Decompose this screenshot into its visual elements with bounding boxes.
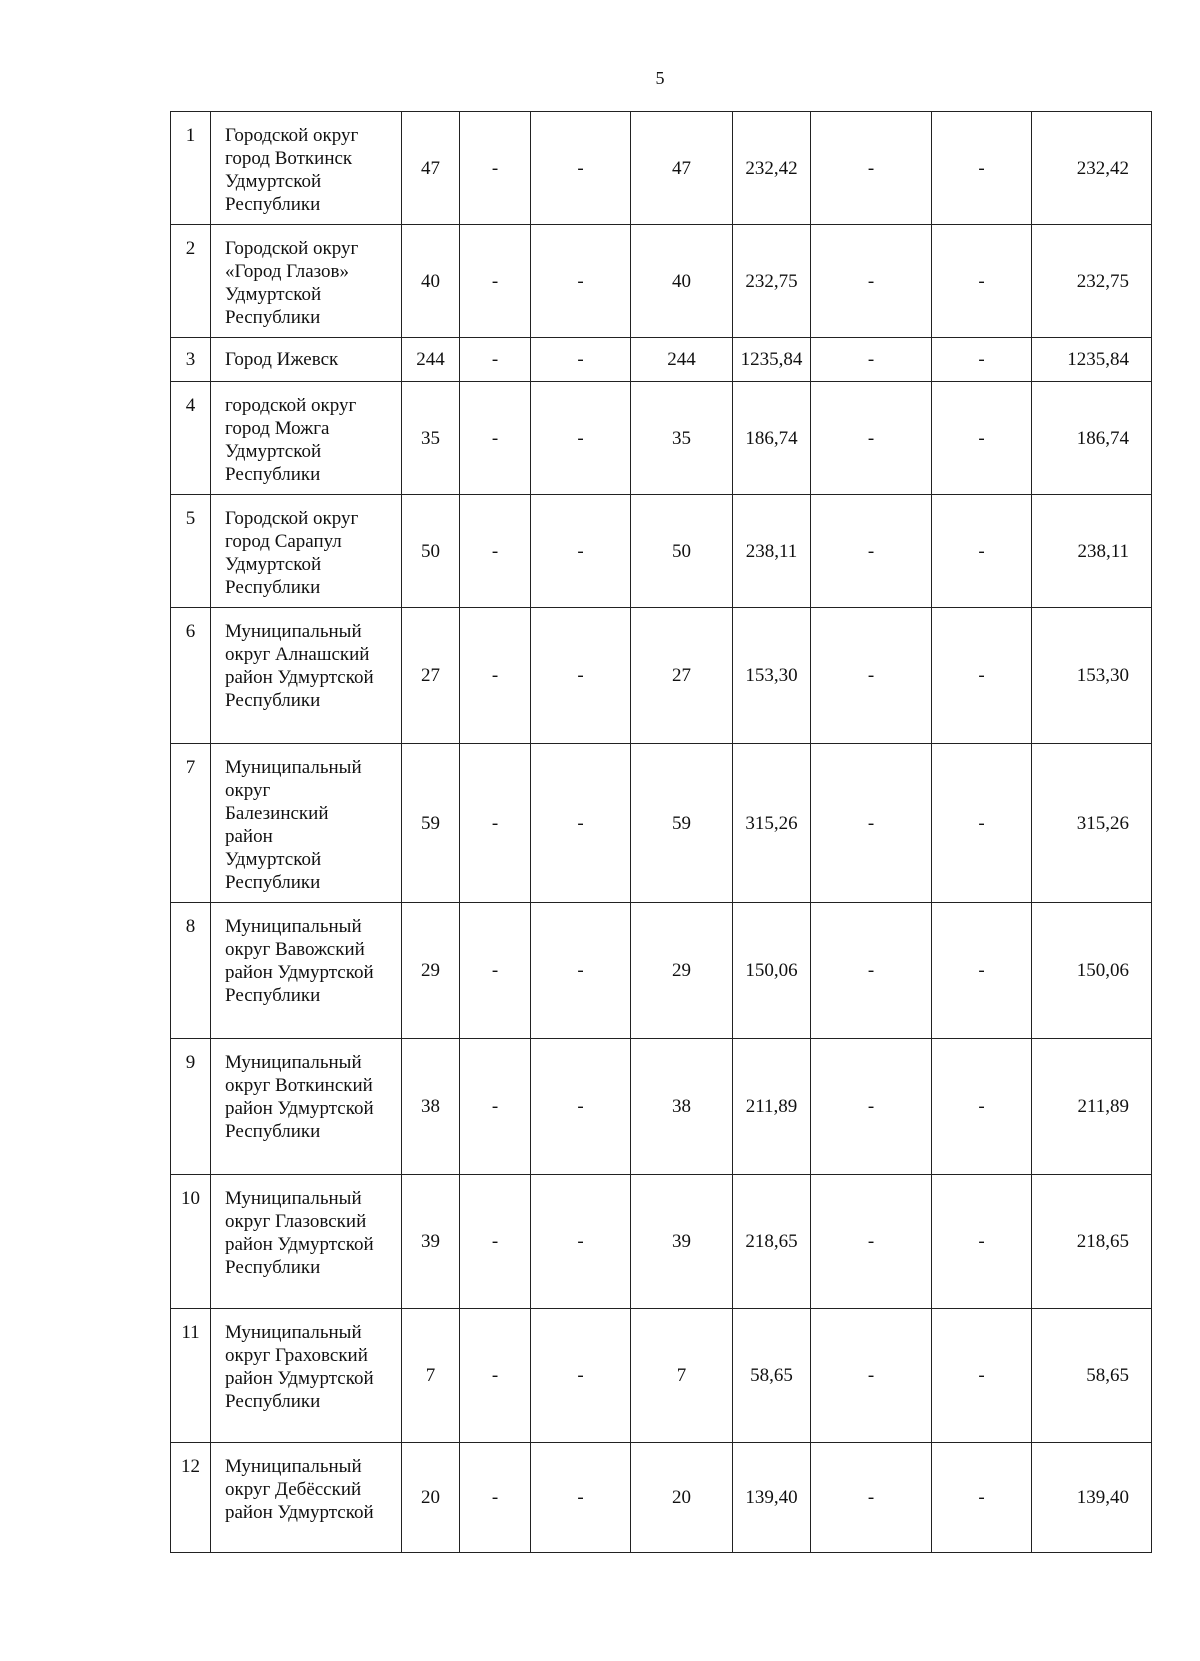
row-number: 9 [171,1039,211,1175]
cell-value: 218,65 [733,1175,811,1309]
table-row [171,1443,1152,1553]
cell-value: - [460,112,531,225]
table-row [171,903,1152,1039]
cell-value: 315,26 [733,744,811,903]
row-number: 1 [171,112,211,225]
cell-value: - [531,1039,631,1175]
cell-value: 40 [631,225,733,338]
cell-value: - [531,1443,631,1553]
cell-total: 153,30 [1032,608,1152,744]
municipality-name: Городской округ город Сарапул Удмуртской Республики [211,495,402,608]
data-table [170,111,1152,1553]
cell-value: 139,40 [733,1443,811,1553]
municipality-name: городской округ город Можга Удмуртской Республики [211,382,402,495]
cell-value: - [460,1175,531,1309]
municipality-name: Муниципальный округ Воткинский район Удмуртской Республики [211,1039,402,1175]
cell-value: - [811,225,932,338]
municipality-name: Городской округ город Воткинск Удмуртской Республики [211,112,402,225]
municipality-name: Муниципальный округ Граховский район Удмуртской Республики [211,1309,402,1443]
cell-value: - [460,1039,531,1175]
cell-value: 58,65 [733,1309,811,1443]
cell-value: 47 [402,112,460,225]
cell-value: - [811,1039,932,1175]
cell-value: - [460,903,531,1039]
municipality-name: Муниципальный округ Глазовский район Удмуртской Республики [211,1175,402,1309]
page-number: 5 [655,68,665,88]
cell-value: - [932,608,1032,744]
row-number: 5 [171,495,211,608]
row-number: 2 [171,225,211,338]
table-row [171,1175,1152,1309]
table-row [171,112,1152,225]
cell-value: - [932,382,1032,495]
cell-value: 238,11 [733,495,811,608]
cell-value: - [811,1175,932,1309]
cell-value: - [531,608,631,744]
cell-value: 39 [631,1175,733,1309]
cell-value: - [460,338,531,382]
cell-value: - [932,112,1032,225]
cell-value: - [460,1309,531,1443]
cell-value: - [932,338,1032,382]
cell-value: - [460,225,531,338]
cell-value: - [460,608,531,744]
cell-value: - [811,338,932,382]
cell-value: 7 [631,1309,733,1443]
table-row [171,1039,1152,1175]
row-number: 7 [171,744,211,903]
cell-total: 238,11 [1032,495,1152,608]
cell-value: 29 [402,903,460,1039]
row-number: 10 [171,1175,211,1309]
cell-value: - [531,903,631,1039]
cell-value: - [811,608,932,744]
cell-value: - [811,903,932,1039]
cell-value: 38 [631,1039,733,1175]
cell-value: - [811,744,932,903]
table-row [171,495,1152,608]
cell-value: - [531,225,631,338]
cell-value: - [531,1175,631,1309]
cell-value: 38 [402,1039,460,1175]
cell-value: - [531,112,631,225]
table-row [171,338,1152,382]
cell-value: 59 [631,744,733,903]
cell-value: 39 [402,1175,460,1309]
cell-value: 59 [402,744,460,903]
cell-value: - [811,495,932,608]
cell-value: 232,75 [733,225,811,338]
cell-total: 186,74 [1032,382,1152,495]
municipality-name: Муниципальный округ Балезинский район Удмуртской Республики [211,744,402,903]
cell-value: 20 [402,1443,460,1553]
cell-total: 211,89 [1032,1039,1152,1175]
row-number: 11 [171,1309,211,1443]
municipality-name: Город Ижевск [211,338,402,382]
cell-value: - [811,1309,932,1443]
table-row [171,744,1152,903]
municipality-name: Городской округ «Город Глазов» Удмуртской Республики [211,225,402,338]
table-row [171,382,1152,495]
cell-value: - [932,495,1032,608]
cell-total: 232,42 [1032,112,1152,225]
cell-value: - [932,1443,1032,1553]
cell-value: - [531,744,631,903]
cell-value: - [932,1309,1032,1443]
table-row [171,225,1152,338]
cell-value: 20 [631,1443,733,1553]
cell-value: - [811,1443,932,1553]
cell-value: - [531,382,631,495]
cell-value: 50 [631,495,733,608]
cell-value: 27 [402,608,460,744]
cell-value: - [932,225,1032,338]
cell-total: 218,65 [1032,1175,1152,1309]
cell-value: 244 [631,338,733,382]
cell-value: 29 [631,903,733,1039]
row-number: 12 [171,1443,211,1553]
cell-value: 35 [631,382,733,495]
row-number: 8 [171,903,211,1039]
cell-value: - [460,382,531,495]
cell-value: 211,89 [733,1039,811,1175]
cell-value: - [531,338,631,382]
cell-value: - [460,495,531,608]
cell-value: - [932,744,1032,903]
cell-value: - [932,1175,1032,1309]
municipality-name: Муниципальный округ Дебёсский район Удмуртской [211,1443,402,1553]
cell-total: 150,06 [1032,903,1152,1039]
cell-value: 186,74 [733,382,811,495]
cell-value: 47 [631,112,733,225]
cell-total: 232,75 [1032,225,1152,338]
cell-value: 150,06 [733,903,811,1039]
cell-value: - [531,495,631,608]
cell-total: 1235,84 [1032,338,1152,382]
cell-value: - [811,382,932,495]
municipality-name: Муниципальный округ Алнашский район Удмуртской Республики [211,608,402,744]
table-row [171,608,1152,744]
cell-value: 50 [402,495,460,608]
cell-value: 153,30 [733,608,811,744]
cell-value: 27 [631,608,733,744]
row-number: 3 [171,338,211,382]
cell-value: - [460,1443,531,1553]
municipality-name: Муниципальный округ Вавожский район Удмуртской Республики [211,903,402,1039]
table-row [171,1309,1152,1443]
cell-value: 7 [402,1309,460,1443]
cell-value: - [932,1039,1032,1175]
cell-total: 139,40 [1032,1443,1152,1553]
cell-value: 1235,84 [733,338,811,382]
row-number: 4 [171,382,211,495]
cell-value: - [811,112,932,225]
cell-value: 244 [402,338,460,382]
cell-value: 232,42 [733,112,811,225]
cell-value: - [531,1309,631,1443]
cell-value: - [460,744,531,903]
cell-total: 315,26 [1032,744,1152,903]
cell-value: 40 [402,225,460,338]
cell-value: - [932,903,1032,1039]
row-number: 6 [171,608,211,744]
cell-value: 35 [402,382,460,495]
cell-total: 58,65 [1032,1309,1152,1443]
